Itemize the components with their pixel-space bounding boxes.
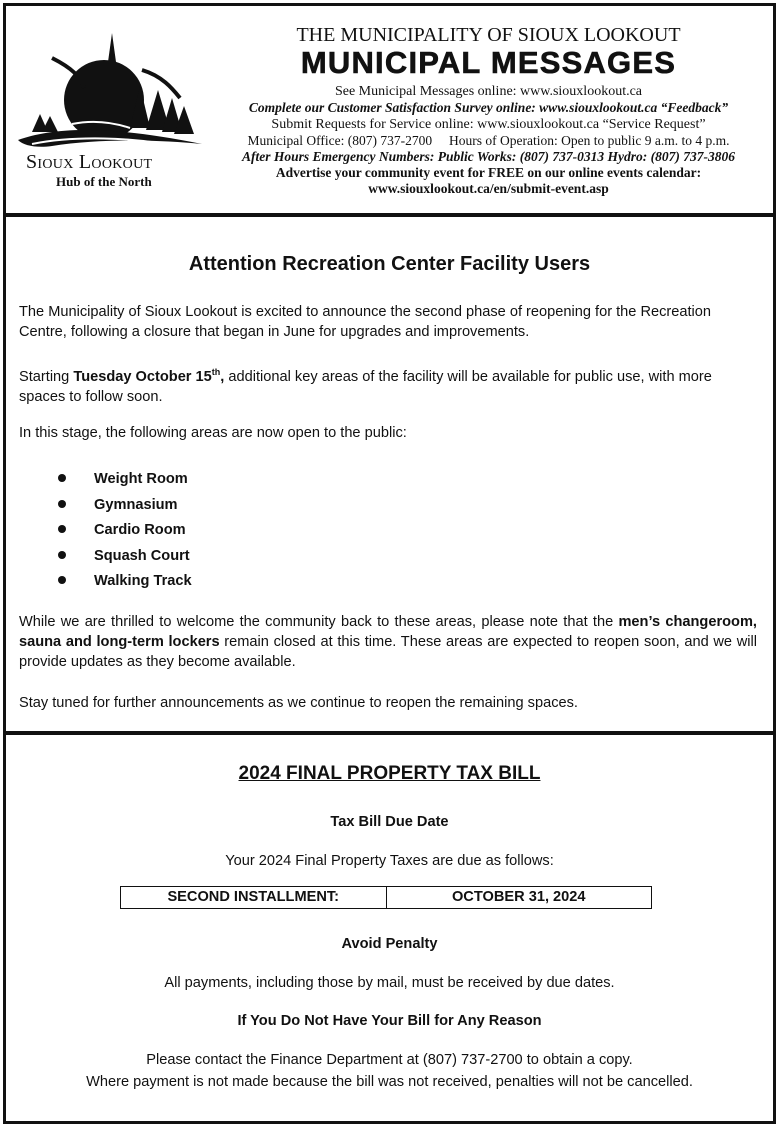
recreation-notice — [6, 217, 773, 731]
advertise-line: Advertise your community event for FREE on our online events calendar: — [275, 165, 702, 180]
bullet-icon — [58, 576, 66, 584]
bullet-icon — [58, 551, 66, 559]
hours-of-operation: Hours of Operation: Open to public 9 a.m. to 4 p.m. — [449, 133, 730, 148]
emergency-line: After Hours Emergency Numbers: Public Works: (807) 737-0313 Hydro: (807) 737-3806 — [242, 149, 735, 164]
service-request-line: Submit Requests for Service online: www.siouxlookout.ca “Service Request” — [271, 117, 706, 132]
logo-name: Sioux Lookout — [26, 151, 153, 173]
sioux-lookout-logo — [12, 28, 206, 193]
area-name: Weight Room — [94, 471, 188, 487]
area-name: Cardio Room — [94, 522, 186, 538]
masthead — [6, 6, 773, 213]
penalty-text: All payments, including those by mail, must be received by due dates. — [164, 975, 615, 991]
area-name: Walking Track — [94, 573, 192, 589]
online-link-line: See Municipal Messages online: www.siouxlookout.ca — [334, 84, 643, 99]
tax-title: 2024 FINAL PROPERTY TAX BILL — [238, 763, 541, 784]
start-date-suffix: th — [211, 367, 221, 377]
area-name: Squash Court — [94, 548, 190, 564]
installment-label: SECOND INSTALLMENT: — [167, 889, 340, 905]
installment-date: OCTOBER 31, 2024 — [386, 887, 652, 908]
survey-line: Complete our Customer Satisfaction Survey online: www.siouxlookout.ca “Feedback” — [248, 100, 729, 115]
non-receipt-text: Where payment is not made because the bill was not received, penalties will not be cancelled. — [86, 1074, 693, 1090]
page-frame — [3, 3, 776, 1124]
areas-intro: In this stage, the following areas are now open to the public: — [19, 425, 407, 441]
recreation-title: Attention Recreation Center Facility Users — [188, 253, 591, 275]
closure-text: While we are thrilled to welcome the community back to these areas, please note that the — [19, 614, 619, 630]
office-phone: Municipal Office: (807) 737-2700 — [247, 133, 433, 148]
start-date-text: Tuesday October 15 — [73, 368, 212, 385]
tax-notice — [6, 735, 773, 1121]
closure-end-text: remain closed at this time. These areas are expected to reopen soon, and we will provide updates as they become available. — [19, 634, 757, 670]
start-date-comma: , — [220, 368, 225, 385]
start-text: Starting — [19, 368, 74, 385]
area-name: Gymnasium — [94, 497, 178, 513]
closed-areas: men’s changeroom, sauna and long-term lockers — [19, 614, 757, 650]
start-end-text: additional key areas of the facility will be available for public use, with more spaces to follow soon. — [19, 368, 712, 405]
recreation-intro: The Municipality of Sioux Lookout is excited to announce the second phase of reopening for the Recreation Centre, following a closure that began in June for upgrades and improvements. — [19, 304, 712, 340]
bullet-icon — [58, 525, 66, 533]
start-date — [73, 369, 224, 385]
office-hours-line — [211, 133, 766, 149]
installment-table — [120, 886, 652, 909]
contact-text: Please contact the Finance Department at (807) 737-2700 to obtain a copy. — [146, 1052, 633, 1068]
penalty-heading: Avoid Penalty — [341, 936, 438, 952]
bullet-icon — [58, 474, 66, 482]
stay-tuned: Stay tuned for further announcements as we continue to reopen the remaining spaces. — [19, 695, 578, 711]
logo-tagline: Hub of the North — [56, 174, 152, 189]
due-date-heading: Tax Bill Due Date — [330, 814, 449, 830]
event-url: www.siouxlookout.ca/en/submit-event.asp — [368, 181, 609, 196]
closure-notice — [19, 612, 757, 672]
masthead-text — [211, 24, 766, 197]
municipality-name: THE MUNICIPALITY OF SIOUX LOOKOUT — [296, 24, 681, 46]
recreation-start-date — [19, 362, 757, 407]
bullet-icon — [58, 500, 66, 508]
due-date-text: Your 2024 Final Property Taxes are due as follows: — [225, 853, 554, 869]
masthead-title: MUNICIPAL MESSAGES — [300, 45, 677, 80]
no-bill-heading: If You Do Not Have Your Bill for Any Reason — [237, 1013, 542, 1029]
